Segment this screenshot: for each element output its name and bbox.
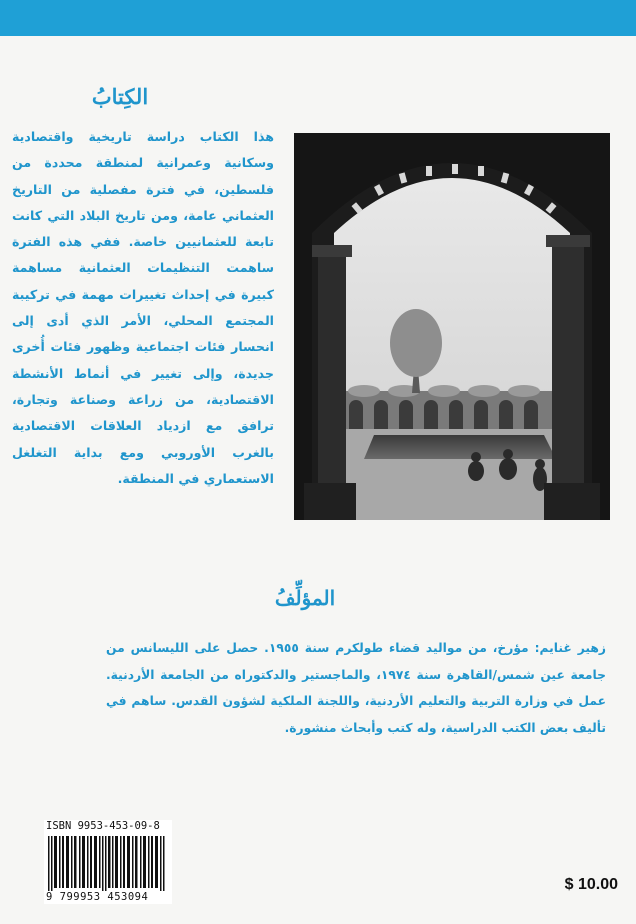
archway-courtyard-photo [294,133,610,520]
book-description: هذا الكتاب دراسة تاريخية واقتصادية وسكانية وعمرانية لمنطقة محددة من فلسطين، في فترة مفصلية من التاريخ العثماني عامة، ومن تاريخ البلاد التي كانت تابعة للعثمانيين خاصة. ففي هذه الفترة ساهمت التنظيمات العثمانية مساهمة كبيرة في إحداث تغييرات مهمة في تركيبة المجتمع المحلي، الأمر الذي أدى إلى انحسار فئات اجتماعية وظهور فئات أُخرى جديدة، وإلى تغيير في أنماط الأنشطة الاقتصادية، من زراعة وصناعة وتجارة، ترافق مع ازدياد العلاقات الاقتصادية بالغرب الأوروبي ومع بداية التغلغل الاستعماري في المنطقة. [12,129,274,486]
price-label: $ 10.00 [564,876,618,893]
author-section-heading: المؤلِّفُ [274,586,336,610]
book-section-heading: الكِتابُ [91,84,149,109]
isbn-number: ISBN 9953-453-09-8 [46,820,160,832]
author-biography: زهير غنايم: مؤرخ، من مواليد قضاء طولكرم سنة ١٩٥٥. حصل على الليسانس من جامعة عين شمس/القاهرة سنة ١٩٧٤، والماجستير والدكتوراه من الجامعة الأردنية. عمل في وزارة التربية والتعليم الأردنية، واللجنة الملكية لشؤون القدس. ساهم في تأليف بعض الكتب الدراسية، وله كتب وأبحاث منشورة. [106,641,607,735]
isbn-barcode [44,820,172,904]
top-color-band [0,0,636,36]
photo-illustration [294,133,610,520]
barcode-digits: 9 799953 453094 [46,891,149,903]
barcode-bars [48,836,168,891]
